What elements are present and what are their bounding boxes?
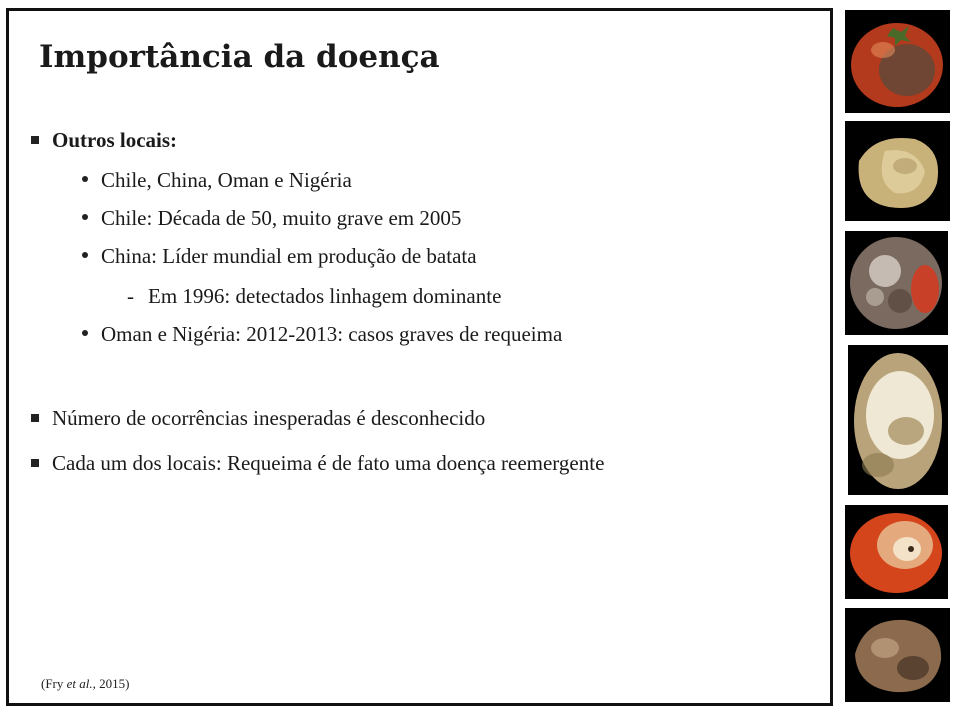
round-bullet-icon: [82, 330, 88, 336]
potato-tuber-blight-photo: [845, 608, 950, 702]
square-bullet-icon: [31, 414, 39, 422]
slide-title: Importância da doença: [39, 39, 440, 75]
section-heading: Outros locais:: [52, 128, 178, 152]
round-bullet-icon: [82, 252, 88, 258]
tomato-lesion-photo: [845, 231, 948, 335]
tomato-late-blight-photo: [845, 10, 950, 113]
potato-tuber-blight-photo: [845, 608, 950, 702]
bullet-item: Chile: Década de 50, muito grave em 2005: [101, 206, 462, 230]
square-bullet-icon: [31, 136, 39, 144]
tomato-fruit-rot-photo: [845, 505, 948, 599]
main-point: Cada um dos locais: Requeima é de fato uma doença reemergente: [52, 451, 605, 475]
potato-tuber-cut-photo: [845, 121, 950, 221]
main-point: Número de ocorrências inesperadas é desconhecido: [52, 406, 486, 430]
bullet-item: Chile, China, Oman e Nigéria: [101, 168, 352, 192]
potato-tuber-cut-photo: [845, 121, 950, 221]
tomato-lesion-photo: [845, 231, 948, 335]
slide-frame: [6, 8, 833, 706]
citation: (Fry et al., 2015): [41, 676, 130, 691]
round-bullet-icon: [82, 176, 88, 182]
square-bullet-icon: [31, 459, 39, 467]
tomato-late-blight-photo: [845, 10, 950, 113]
potato-tuber-rot-photo: [848, 345, 948, 495]
sub-bullet-item: Em 1996: detectados linhagem dominante: [148, 284, 502, 308]
bullet-item: Oman e Nigéria: 2012-2013: casos graves de requeima: [101, 322, 563, 346]
bullet-item: China: Líder mundial em produção de batata: [101, 244, 477, 268]
dash-bullet-icon: -: [127, 284, 134, 308]
round-bullet-icon: [82, 214, 88, 220]
tomato-fruit-rot-photo: [845, 505, 948, 599]
potato-tuber-rot-photo: [848, 345, 948, 495]
